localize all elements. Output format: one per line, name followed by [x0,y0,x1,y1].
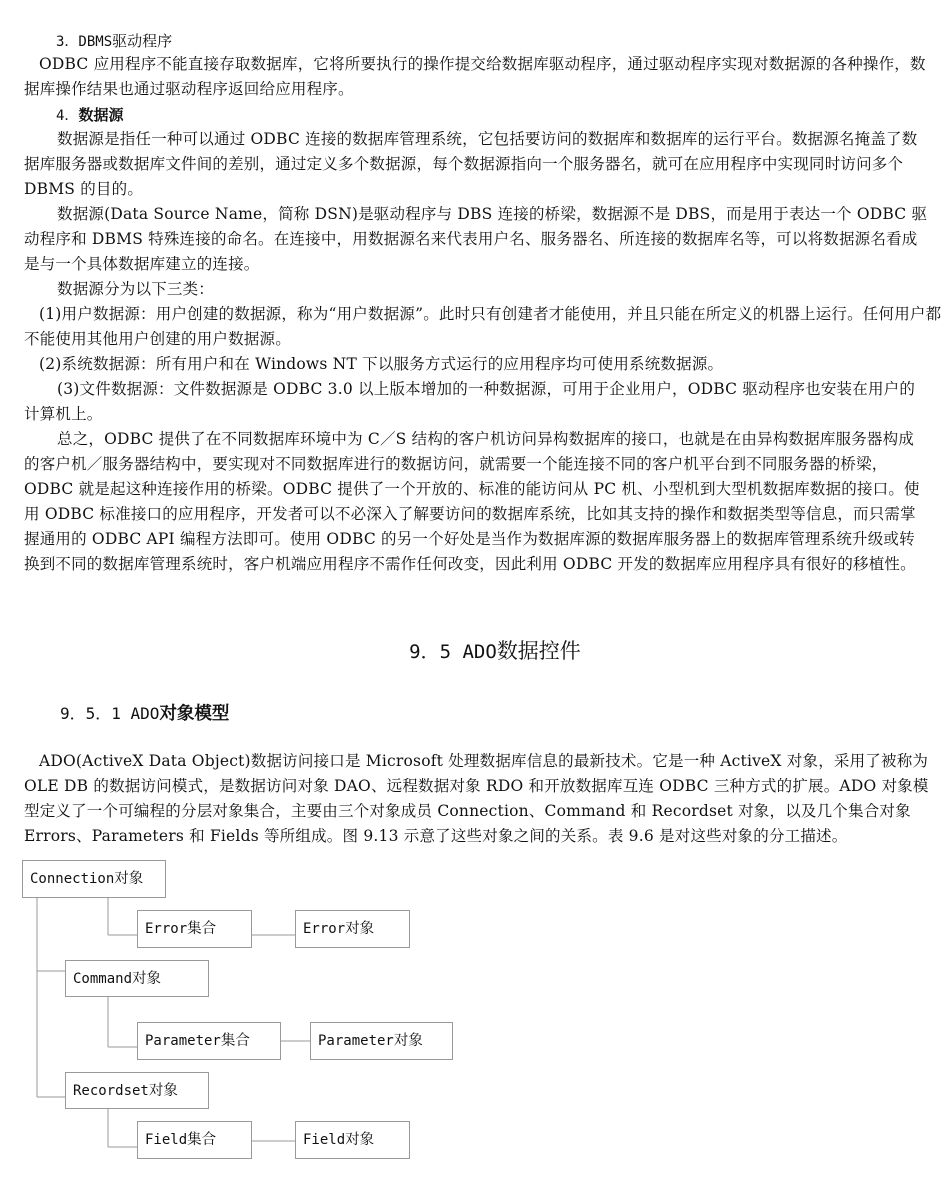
section-title: 对象模型 [159,704,230,724]
box-suffix: 对象 [132,971,162,987]
box-suffix: 对象 [114,871,144,887]
box-suffix: 集合 [220,1033,250,1049]
heading-number: 4． [56,108,79,124]
box-label: Field [145,1132,188,1148]
paragraph-text: ADO(ActiveX Data Object)数据访问接口是 Microsoft 处理数据库信息的最新技术。它是一种 ActiveX 对象，采用了被称为 OLE DB 的数据访问模式，是数据访问对象 DAO、远程数据对象 RDO 和开放数据库互连 ODBC 三种方式的扩展。ADO 对象模型定义了一个可编程的分层对象集合，主要由三个对象成员 Connection、Command 和 Recordset 对象，以及几个集合对象 Errors、Parameters 和 Fields 等所组成。图 9.13 示意了这些对象之间的关系。表 9.6 是对这些对象的分工描述。 [24,752,929,845]
box-label: Parameter [318,1033,394,1049]
command-object-box [65,960,209,997]
chapter-number: 9．5 ADO [409,641,497,663]
recordset-object-box [65,1072,209,1109]
box-label: Field [303,1132,346,1148]
box-suffix: 对象 [393,1033,423,1049]
parameter-object-box [310,1022,453,1060]
parameter-collection-box [137,1022,281,1060]
box-label: Error [303,921,346,937]
box-suffix: 集合 [187,921,217,937]
paragraph-text: ODBC 应用程序不能直接存取数据库，它将所要执行的操作提交给数据库驱动程序，通过驱动程序实现对数据源的各种操作，数据库操作结果也通过驱动程序返回给应用程序。 [24,55,926,98]
box-suffix: 对象 [345,921,375,937]
error-object-box [295,910,410,948]
box-suffix: 对象 [345,1132,375,1148]
box-label: Recordset [73,1083,149,1099]
heading-text: 驱动程序 [112,32,173,50]
field-object-box [295,1121,410,1159]
heading-text: 数据源 [78,106,124,124]
box-label: Connection [30,871,115,887]
paragraph-ds-types: 数据源分为以下三类： [57,280,215,298]
field-collection-box [137,1121,252,1159]
error-collection-box [137,910,252,948]
paragraph-summary: 总之，ODBC 提供了在不同数据库环境中为 C／S 结构的客户机访问异构数据库的接口，也就是在由异构数据库服务器构成的客户机／服务器结构中，要实现对不同数据库进行的数据访问，就需要一个能连接不同的客户机平台到不同服务器的桥梁，ODBC 就是起这种连接作用的桥梁。ODBC 提供了一个开放的、标准的能访问从 PC 机、小型机到大型机数据库数据的接口。使用 ODBC 标准接口的应用程序，开发者可以不必深入了解要访问的数据库系统，比如其支持的操作和数据类型等信息，而只需掌握通用的 ODBC API 编程方法即可。使用 ODBC 的另一个好处是当作为数据库源的数据库服务器上的数据库管理系统升级或转换到不同的数据库管理系统时，客户机端应用程序不需作任何改变，因此利用 ODBC 开发的数据库应用程序具有很好的移植性。 [24,430,920,573]
section-number: 9．5．1 ADO [60,704,160,723]
box-suffix: 对象 [148,1083,178,1099]
connection-object-box [22,860,166,898]
chapter-title: 数据控件 [496,639,581,663]
paragraph-file-dsn: (3)文件数据源：文件数据源是 ODBC 3.0 以上版本增加的一种数据源，可用于企业用户，ODBC 驱动程序也安装在用户的计算机上。 [24,380,916,423]
paragraph-dsn: 数据源(Data Source Name，简称 DSN)是驱动程序与 DBS 连接的桥梁，数据源不是 DBS，而是用于表达一个 ODBC 驱动程序和 DBMS 特殊连接的命名。在连接中，用数据源名来代表用户名、服务器名、所连接的数据库名等，可以将数据源名看成是与一个具体数据库建立的连接。 [24,205,928,273]
box-label: Parameter [145,1033,221,1049]
paragraph-ds-definition: 数据源是指任一种可以通过 ODBC 连接的数据库管理系统，它包括要访问的数据库和数据库的运行平台。数据源名掩盖了数据库服务器或数据库文件间的差别，通过定义多个数据源，每个数据源指向一个服务器名，就可在应用程序中实现同时访问多个 DBMS 的目的。 [24,130,918,198]
paragraph-user-dsn: (1)用户数据源：用户创建的数据源，称为“用户数据源”。此时只有创建者才能使用，并且只能在所定义的机器上运行。任何用户都不能使用其他用户创建的用户数据源。 [24,305,942,348]
box-label: Command [73,971,133,987]
box-suffix: 集合 [187,1132,217,1148]
paragraph-system-dsn: (2)系统数据源：所有用户和在 Windows NT 下以服务方式运行的应用程序均可使用系统数据源。 [39,355,724,373]
heading-number: 3．DBMS [56,34,113,50]
box-label: Error [145,921,188,937]
